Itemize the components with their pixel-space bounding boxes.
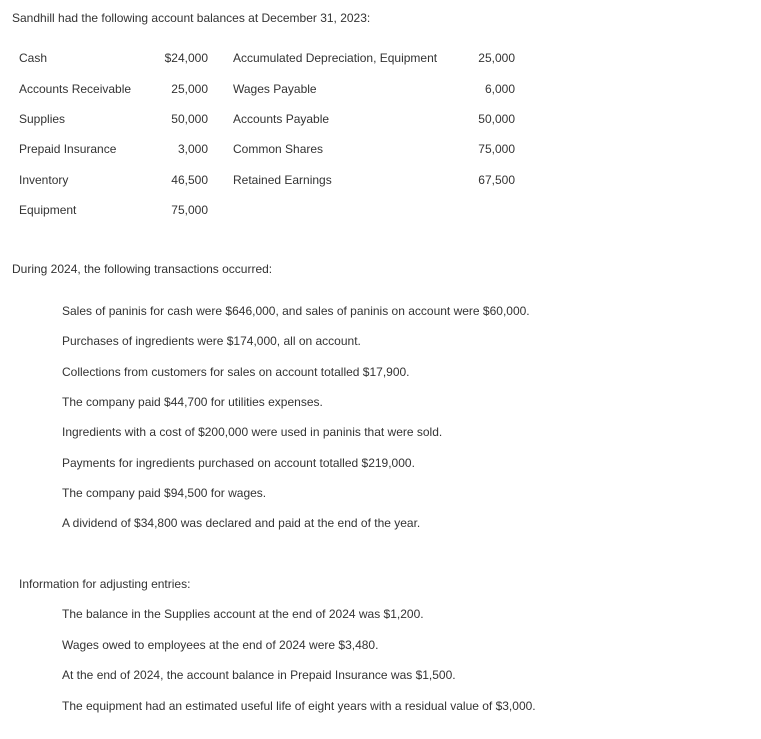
intro-text: Sandhill had the following account balances at December 31, 2023: <box>12 11 371 25</box>
account-name: Cash <box>19 51 48 65</box>
item-text: The company paid $44,700 for utilities expenses. <box>62 395 323 409</box>
item-text: The equipment had an estimated useful life of eight years with a residual value of $3,000. <box>62 699 536 713</box>
item-text: The company paid $94,500 for wages. <box>62 486 267 500</box>
account-name: Supplies <box>19 112 66 126</box>
item-text: Ingredients with a cost of $200,000 were used in paninis that were sold. <box>62 425 443 439</box>
item-text: A dividend of $34,800 was declared and paid at the end of the year. <box>62 516 421 530</box>
account-value: 3,000 <box>177 142 208 156</box>
item-text: Payments for ingredients purchased on account totalled $219,000. <box>62 456 415 470</box>
transactions-heading: During 2024, the following transactions occurred: <box>12 262 273 276</box>
account-value: 25,000 <box>171 82 208 96</box>
account-name: Accounts Receivable <box>19 82 132 96</box>
account-value: 6,000 <box>484 82 515 96</box>
item-text: Wages owed to employees at the end of 2024 were $3,480. <box>62 638 379 652</box>
account-name: Accounts Payable <box>233 112 330 126</box>
account-value: 50,000 <box>171 112 208 126</box>
account-name: Inventory <box>19 173 69 187</box>
account-value: 75,000 <box>171 203 208 217</box>
account-name: Wages Payable <box>233 82 317 96</box>
account-name: Accumulated Depreciation, Equipment <box>233 51 438 65</box>
account-name: Retained Earnings <box>233 173 332 187</box>
account-name: Common Shares <box>233 142 324 156</box>
account-name: Equipment <box>19 203 77 217</box>
account-value: 50,000 <box>478 112 515 126</box>
adjusting-heading: Information for adjusting entries: <box>19 577 191 591</box>
item-text: Purchases of ingredients were $174,000, all on account. <box>62 334 361 348</box>
item-text: Collections from customers for sales on account totalled $17,900. <box>62 365 410 379</box>
account-name: Prepaid Insurance <box>19 142 117 156</box>
item-text: The balance in the Supplies account at the end of 2024 was $1,200. <box>62 607 424 621</box>
account-value: 25,000 <box>478 51 515 65</box>
account-value: $24,000 <box>164 51 208 65</box>
account-value: 67,500 <box>478 173 515 187</box>
account-value: 75,000 <box>478 142 515 156</box>
account-value: 46,500 <box>171 173 208 187</box>
item-text: At the end of 2024, the account balance in Prepaid Insurance was $1,500. <box>62 668 456 682</box>
item-text: Sales of paninis for cash were $646,000, and sales of paninis on account were $60,000. <box>62 304 530 318</box>
